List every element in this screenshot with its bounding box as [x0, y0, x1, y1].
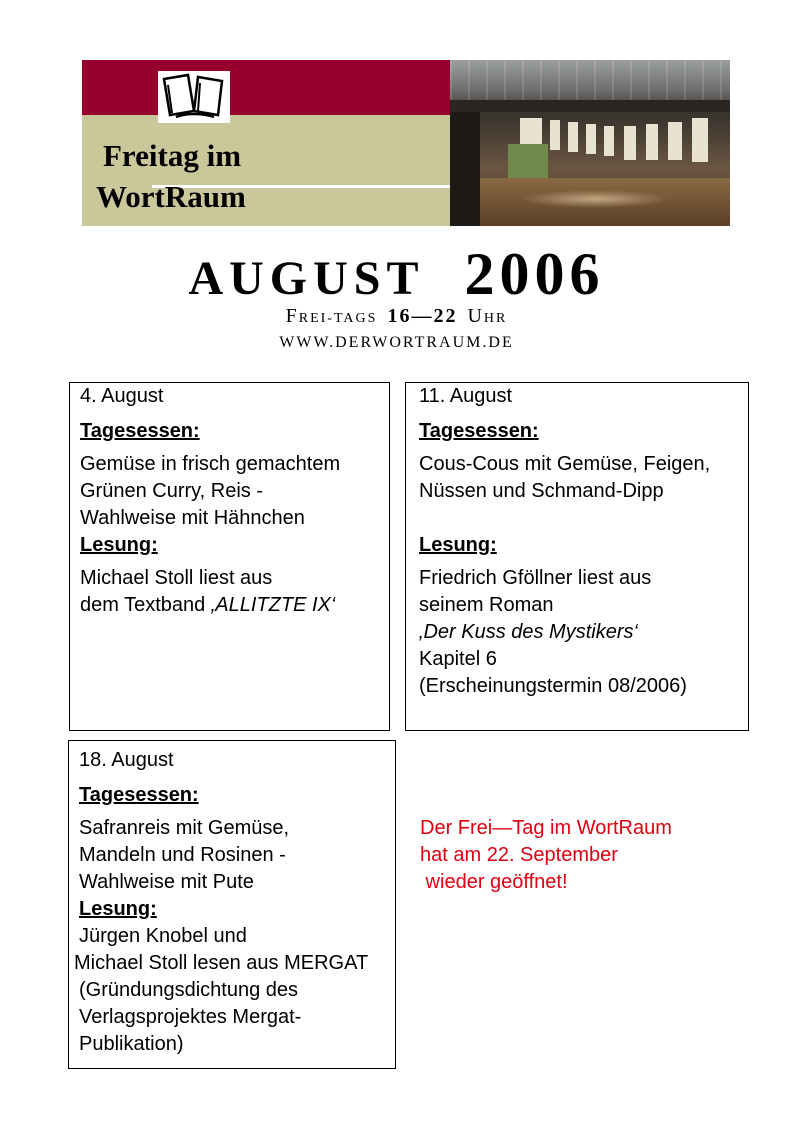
reading-line: Michael Stoll liest aus [80, 567, 273, 589]
banner-title-line1: Freitag im [103, 138, 242, 173]
meal-line: Gemüse in frisch gemachtem [80, 453, 341, 475]
reopening-notice [420, 815, 672, 896]
reading-line: (Erscheinungstermin 08/2006) [419, 675, 687, 697]
hours-rest: HR [483, 311, 508, 326]
reading-label: Lesung: [80, 534, 158, 556]
event-box-aug-18 [68, 740, 396, 1069]
reading-title: ‚ALLITZTE IX‘ [210, 594, 336, 616]
hours-u: U [467, 305, 484, 327]
title-year: 2006 [464, 241, 605, 307]
banner-red-band [82, 60, 450, 115]
hours-prefix-rest: REI-TAGS [298, 311, 378, 326]
reading-line: Publikation) [79, 1033, 184, 1055]
reading-title: ‚Der Kuss des Mystikers‘ [419, 621, 638, 643]
reading-line: Kapitel 6 [419, 648, 497, 670]
room-interior-photo [450, 60, 730, 226]
reading-line: (Gründungsdichtung des [79, 979, 299, 1001]
banner-title-line2: WortRaum [96, 179, 246, 214]
meal-label: Tagesessen: [419, 420, 539, 442]
event-box-aug-11 [405, 382, 749, 731]
notice-line: wieder geöffnet! [420, 871, 568, 893]
event-date: 11. August [419, 385, 513, 407]
hours-prefix-f: F [285, 305, 299, 327]
reading-line: Verlagsprojektes Mergat- [79, 1006, 302, 1028]
meal-line: Wahlweise mit Hähnchen [80, 507, 305, 529]
open-book-icon [158, 71, 230, 123]
event-date: 4. August [80, 385, 164, 407]
reading-line: Friedrich Gföllner liest aus [419, 567, 652, 589]
meal-line: Wahlweise mit Pute [79, 871, 254, 893]
notice-line: hat am 22. September [420, 844, 618, 866]
reading-label: Lesung: [419, 534, 497, 556]
meal-line: Grünen Curry, Reis - [80, 480, 264, 502]
opening-hours [0, 305, 793, 328]
hours-range: 16—22 [387, 305, 458, 327]
reading-line: Michael Stoll lesen aus MERGAT [74, 952, 369, 974]
meal-line: Safranreis mit Gemüse, [79, 817, 290, 839]
reading-line: Jürgen Knobel und [79, 925, 247, 947]
event-box-aug-4 [69, 382, 390, 731]
reading-line: seinem Roman [419, 594, 554, 616]
meal-label: Tagesessen: [79, 784, 199, 806]
meal-line: Cous-Cous mit Gemüse, Feigen, [419, 453, 711, 475]
title-month: AUGUST [188, 252, 425, 305]
page-title [0, 240, 793, 309]
meal-line: Mandeln und Rosinen - [79, 844, 286, 866]
meal-line: Nüssen und Schmand-Dipp [419, 480, 664, 502]
reading-line: dem Textband [80, 594, 211, 616]
meal-label: Tagesessen: [80, 420, 200, 442]
notice-line: Der Frei—Tag im WortRaum [420, 817, 672, 839]
event-date: 18. August [79, 749, 174, 771]
reading-label: Lesung: [79, 898, 157, 920]
website-url[interactable]: WWW.DERWORTRAUM.DE [279, 334, 514, 351]
